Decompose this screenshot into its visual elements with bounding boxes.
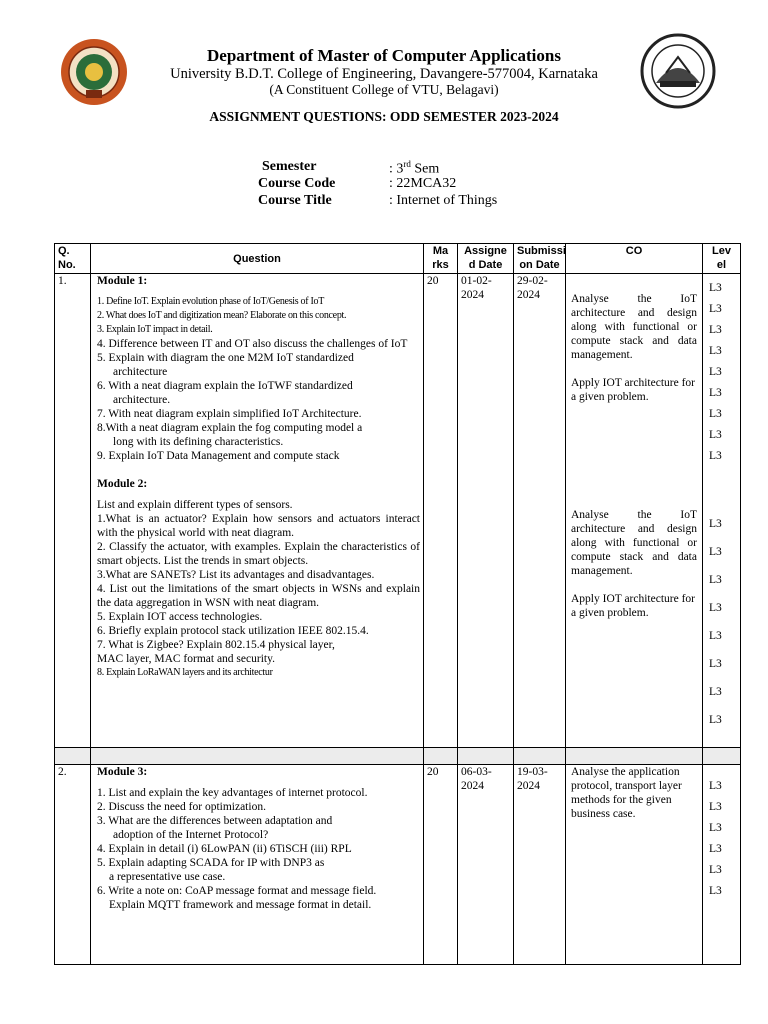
co-text: Analyse the IoT architecture and design along with functional or compute stack and data management. [571,293,697,361]
list-item: 9. Explain IoT Data Management and compute stack [97,450,340,462]
row1-qno: 1. [55,274,91,748]
header-question: Question [91,244,424,274]
list-item: List and explain different types of sensors. [97,499,293,511]
list-item: 8.With a neat diagram explain the fog computing model a [97,422,363,434]
constituent-line: (A Constituent College of VTU, Belagavi) [269,82,499,97]
list-item: 1. Define IoT. Explain evolution phase of IoT/Genesis of IoT [97,296,325,307]
row1-questions [91,274,424,748]
list-item: 3. What are the differences between adaptation and [97,815,333,827]
row2-submission-date: 19-03-2024 [514,765,566,965]
table-separator [55,748,741,765]
co-text: Apply IOT architecture for a given problem. [571,377,696,403]
header-assigned-date: Assigne d Date [458,244,514,274]
assignment-title: ASSIGNMENT QUESTIONS: ODD SEMESTER 2023-2024 [209,109,559,124]
row1-level: L3 L3 L3 L3 L3 L3 L3 L3 L3 L3 L3 L3 L3 L3 L3 L3 L3 [703,274,741,748]
module1-title: Module 1: [97,275,148,287]
row2-assigned-date: 06-03-2024 [458,765,514,965]
list-item: adoption of the Internet Protocol? [113,829,269,841]
co-text: Analyse the IoT architecture and design along with functional or compute stack and data management. [571,509,697,577]
list-item: 7. What is Zigbee? Explain 802.15.4 physical layer, [97,639,335,651]
list-item: 6. With a neat diagram explain the IoTWF standardized [97,380,353,392]
header-co: CO [566,244,703,274]
list-item: 5. Explain IOT access technologies. [97,611,263,623]
list-item: 4. List out the limitations of the smart objects in WSNs and explain the data aggregation in WSN with neat diagram. [97,583,420,609]
list-item: architecture [113,366,168,378]
list-item: a representative use case. [109,871,226,883]
course-title-value: : Internet of Things [389,193,498,208]
list-item: 6. Write a note on: CoAP message format and message field. [97,885,377,897]
list-item: 2. Discuss the need for optimization. [97,801,266,813]
list-item: 7. With neat diagram explain simplified IoT Architecture. [97,408,362,420]
header-qno: Q. No. [55,244,91,274]
row1-assigned-date: 01-02-2024 [458,274,514,748]
row1-co [566,274,703,748]
row2-qno: 2. [55,765,91,965]
row2-level: L3 L3 L3 L3 L3 L3 [703,765,741,965]
list-item: long with its defining characteristics. [113,436,284,448]
row1-submission-date: 29-02-2024 [514,274,566,748]
university-line: University B.D.T. College of Engineering, Davangere-577004, Karnataka [170,66,598,82]
header-marks: Ma rks [424,244,458,274]
module2-title: Module 2: [97,478,148,490]
list-item: architecture. [113,394,171,406]
table-row [55,765,741,965]
list-item: 5. Explain with diagram the one M2M IoT standardized [97,352,354,364]
list-item: 2. What does IoT and digitization mean? Elaborate on this concept. [97,310,347,321]
list-item: 2. Classify the actuator, with examples. Explain the characteristics of smart objects. List the trends in smart objects. [97,541,420,567]
list-item: 3. Explain IoT impact in detail. [97,324,213,335]
semester-value: : 3rd Sem [389,159,440,177]
list-item: 6. Briefly explain protocol stack utilization IEEE 802.15.4. [97,625,369,637]
list-item: 8. Explain LoRaWAN layers and its architectur [97,667,273,678]
row2-marks: 20 [424,765,458,965]
semester-label: Semester [262,159,317,174]
list-item: 4. Difference between IT and OT also discuss the challenges of IoT [97,338,408,350]
row1-marks: 20 [424,274,458,748]
list-item: 1. List and explain the key advantages of internet protocol. [97,787,368,799]
header-submission-date: Submissi on Date [514,244,566,274]
course-code-label: Course Code [258,176,336,191]
list-item: MAC layer, MAC format and security. [97,653,275,665]
list-item: 1.What is an actuator? Explain how sensors and actuators interact with the physical world with neat diagram. [97,513,420,539]
list-item: 4. Explain in detail (i) 6LowPAN (ii) 6TiSCH (iii) RPL [97,843,352,855]
department-title: Department of Master of Computer Applications [207,46,561,65]
table-row [55,274,741,748]
row2-co: Analyse the application protocol, transport layer methods for the given business case. [566,765,703,965]
course-title-label: Course Title [258,193,332,208]
list-item: 3.What are SANETs? List its advantages and disadvantages. [97,569,375,581]
course-code-value: : 22MCA32 [389,176,457,191]
assignment-table [54,243,741,965]
row2-questions [91,765,424,965]
co-text: Apply IOT architecture for a given problem. [571,593,696,619]
list-item: 5. Explain adapting SCADA for IP with DNP3 as [97,857,325,869]
list-item: Explain MQTT framework and message format in detail. [109,899,372,911]
module3-title: Module 3: [97,766,148,778]
header-level: Lev el [703,244,741,274]
